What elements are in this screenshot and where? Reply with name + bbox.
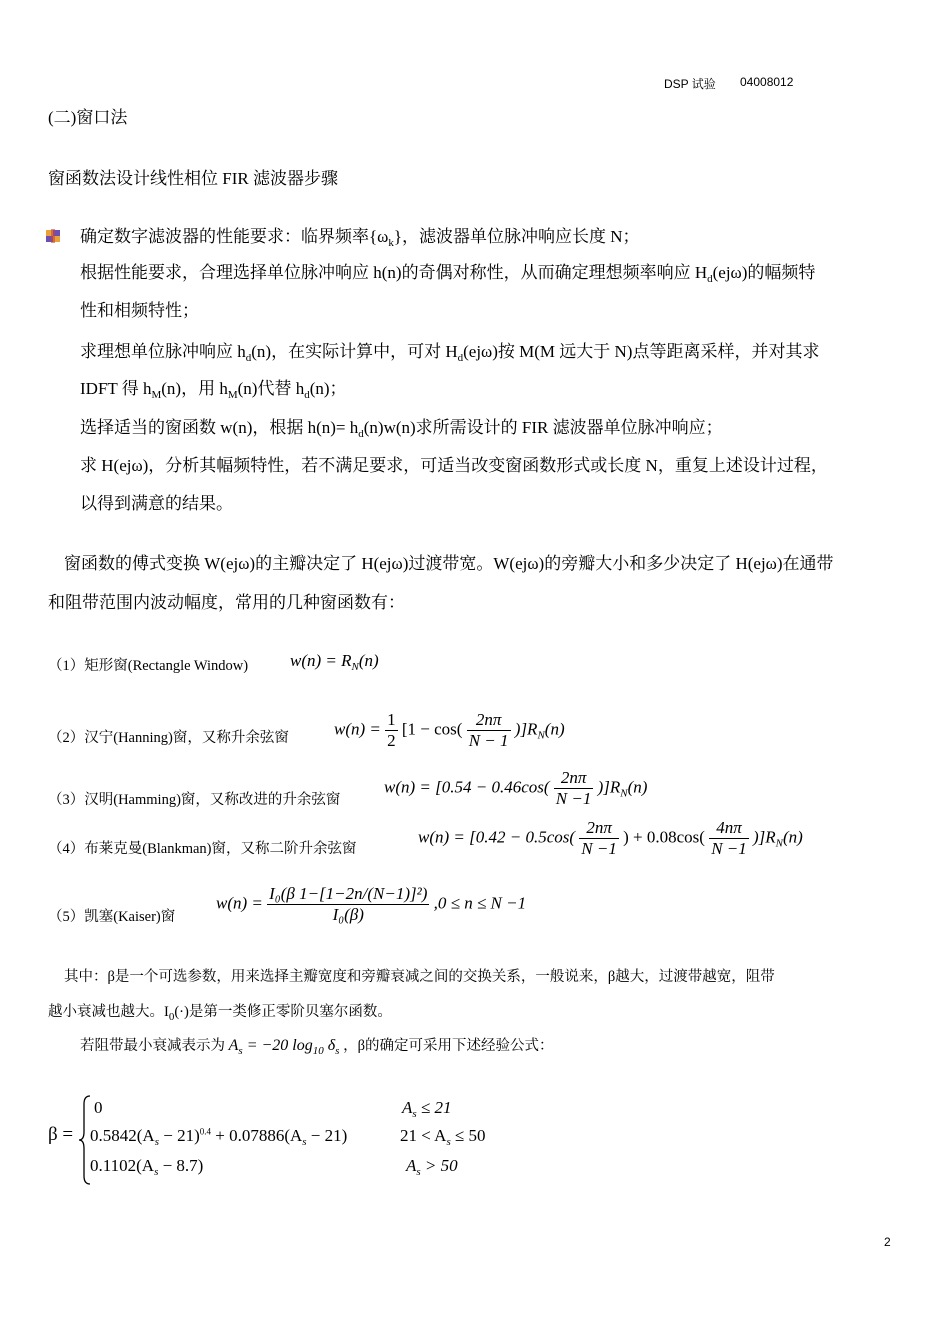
- intro-line-1: 窗函数的傅式变换 W(ejω)的主瓣决定了 H(ejω)过渡带宽。W(ejω)的旁瓣大小和多少决定了 H(ejω)在通带: [64, 554, 834, 573]
- window-3-label: （3）汉明(Hamming)窗，又称改进的升余弦窗: [48, 792, 341, 808]
- window-5-label: （5）凯塞(Kaiser)窗: [48, 909, 176, 925]
- step-2-line-1: 根据性能要求，合理选择单位脉冲响应 h(n)的奇偶对称性，从而确定理想频率响应 $H_d(ej\omega)$的幅频特: [80, 263, 816, 285]
- step-2-line-2: 性和相频特性；: [80, 301, 199, 320]
- window-2-formula: w(n) = $\frac{1}{2}$ [1 − cos( $\frac{2n\pi}{N - 1}$ )]$R_N(n)$: [334, 710, 565, 750]
- step-3-line-1: 求理想单位脉冲响应 $h_d(n)$，在实际计算中，可对 $H_d(ej\omega)$按 M(M 远大于 N)点等距离采样，并对其求: [80, 342, 820, 364]
- window-1-label: （1）矩形窗(Rectangle Window): [48, 658, 249, 674]
- step-5-line-1: 求 H(ejω)，分析其幅频特性，若不满足要求，可适当改变窗函数形式或长度 N，重复上述设计过程，: [80, 456, 828, 475]
- step-1: 确定数字滤波器的性能要求：临界频率$\{\omega_k\}$，滤波器单位脉冲响应长度 N；: [80, 227, 640, 249]
- beta-row-2-condition: $21 < A_s \le 50$: [400, 1126, 486, 1148]
- window-4-formula: w(n) = [0.42 − 0.5cos( $\frac{2n\pi}{N -1}$ ) + 0.08cos( $\frac{4n\pi}{N -1}$ )]$R_N(n)$: [418, 818, 803, 858]
- note-beta-line-1: 其中：β是一个可选参数，用来选择主瓣宽度和旁瓣衰减之间的交换关系，一般说来，β越大，过渡带越宽，阻带: [64, 969, 775, 985]
- window-1-formula: $w(n) = R_N(n)$: [290, 651, 379, 673]
- bullet-icon: [45, 229, 61, 243]
- beta-row-3-value: $0.1102(A_s - 8.7)$: [90, 1156, 204, 1178]
- beta-row-2-value: $0.5842(A_s - 21)^{0.4} + 0.07886(A_s - 21)$: [90, 1126, 348, 1148]
- beta-row-1-condition: $A_s \le 21$: [402, 1098, 452, 1120]
- page-number: 2: [884, 1235, 891, 1249]
- note-beta-line-2: 越小衰减也越大。$I_0(\cdot)$是第一类修正零阶贝塞尔函数。: [48, 1004, 392, 1023]
- header-code: 04008012: [740, 75, 794, 89]
- step-3-line-2: IDFT 得 $h_M(n)$，用 $h_M(n)$代替 $h_d(n)$；: [80, 379, 347, 401]
- window-5-formula: w(n) = $\frac{\text{I₀(β 1−[1−2n/(N−1)]²)}}{\text{I₀(β)}}$ ,0 ≤ n ≤ N −1: [216, 884, 527, 924]
- header-course: DSP 试验: [664, 77, 716, 91]
- window-2-label: （2）汉宁(Hanning)窗，又称升余弦窗: [48, 730, 289, 746]
- intro-line-2: 和阻带范围内波动幅度，常用的几种窗函数有：: [48, 593, 405, 612]
- window-4-label: （4）布莱克曼(Blankman)窗，又称二阶升余弦窗: [48, 841, 357, 857]
- window-3-formula: w(n) = [0.54 − 0.46cos( $\frac{2n\pi}{N -1}$ )]$R_N(n)$: [384, 768, 648, 808]
- subtitle: 窗函数法设计线性相位 FIR 滤波器步骤: [48, 169, 338, 188]
- beta-row-3-condition: $A_s > 50$: [406, 1156, 458, 1178]
- step-5-line-2: 以得到满意的结果。: [80, 494, 233, 513]
- note-attenuation: 若阻带最小衰减表示为 $A_s = -20$ $\log_{10} \delta_s$ ，β的确定可采用下述经验公式：: [80, 1037, 554, 1057]
- section-title: (二)窗口法: [48, 108, 128, 127]
- step-4: 选择适当的窗函数 w(n)，根据 $h(n)= h_d(n)w(n)$求所需设计的 FIR 滤波器单位脉冲响应；: [80, 418, 723, 440]
- beta-row-1-value: 0: [94, 1098, 103, 1117]
- beta-lhs: β =: [48, 1124, 74, 1145]
